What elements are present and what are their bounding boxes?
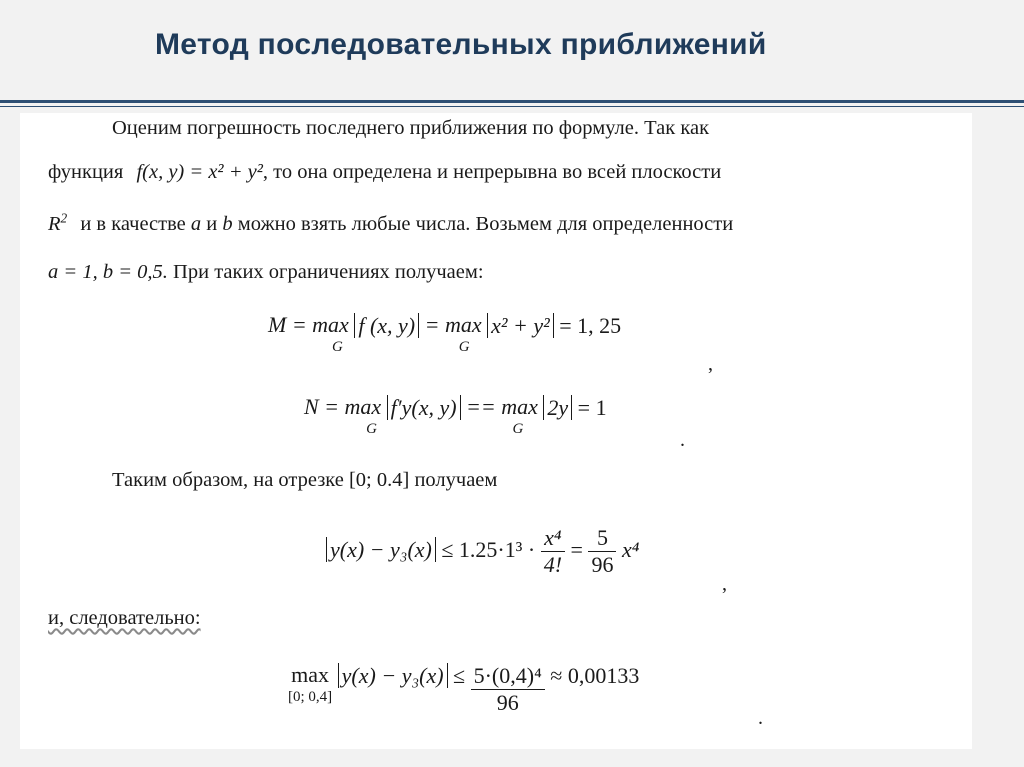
line2-prefix: функция <box>48 161 124 183</box>
paragraph-line-2 <box>48 161 721 184</box>
formula-M-max-2: = max G <box>424 312 482 356</box>
formula-error <box>326 525 639 579</box>
slide-title: Метод последовательных приближений <box>155 28 767 61</box>
line4-text: При таких ограничениях получаем: <box>173 261 484 283</box>
formula-final-rhs: ≈ 0,00133 <box>550 663 640 688</box>
var-a: a <box>190 213 202 235</box>
formula-N-period: . <box>680 429 685 451</box>
formula-N-abs-1: f′y(x, y) <box>387 395 461 420</box>
line3-text-2: можно взять любые числа. Возьмем для определенности <box>237 213 734 235</box>
formula-N-max-2: == max G <box>466 394 538 438</box>
formula-M-abs-1: f (x, y) <box>354 313 419 338</box>
plane-symbol: $R^2$ <box>48 210 68 235</box>
formula-M-comma: , <box>708 353 713 375</box>
var-b: b <box>222 213 233 235</box>
paragraph-line-3 <box>48 210 734 236</box>
formula-error-abs: y(x) − y₃(x) <box>326 537 436 562</box>
formula-error-frac-1: $\frac{\text{x⁴}}{4!}$ <box>541 525 565 579</box>
formula-N <box>304 395 607 438</box>
paragraph-line-4 <box>48 261 484 284</box>
formula-final-le: ≤ <box>453 663 466 688</box>
line2-suffix: , то она определена и непрерывна во всей плоскости <box>262 161 722 183</box>
formula-error-tail: x⁴ <box>621 536 640 562</box>
params-formula: a = 1, b = 0,5. <box>48 261 168 283</box>
formula-N-rhs: = 1 <box>577 395 607 420</box>
formula-error-eq: = <box>570 536 583 562</box>
paragraph-line-1: Оценим погрешность последнего приближения по формуле. Так как <box>112 117 710 139</box>
formula-final-frac: $\frac{\text{5·(0,4)⁴}}{96}$ <box>471 663 545 717</box>
formula-error-comma: , <box>722 573 727 595</box>
line3-text-1: и в качестве <box>80 213 186 235</box>
formula-N-abs-2: 2y <box>543 395 572 420</box>
formula-final-period: . <box>758 707 763 729</box>
formula-M-abs-2: x² + y² <box>487 313 554 338</box>
formula-N-max: N = max G <box>304 394 382 438</box>
paragraph-3: и, следовательно: <box>48 607 201 629</box>
line3-and: и <box>206 213 218 235</box>
formula-final <box>288 663 639 717</box>
formula-M <box>268 313 621 356</box>
formula-final-abs: y(x) − y₃(x) <box>338 663 448 688</box>
formula-final-max: max [0; 0,4] <box>288 662 333 706</box>
title-rule-thick <box>0 100 1024 103</box>
formula-error-mid: ≤ 1.25·1³ · <box>441 536 536 562</box>
function-formula: f(x, y) = x² + y² <box>136 161 263 183</box>
paragraph-2: Таким образом, на отрезке [0; 0.4] получаем <box>112 469 498 491</box>
document-image <box>20 113 972 749</box>
formula-error-frac-2: $\frac{5}{96}$ <box>588 525 616 579</box>
formula-M-max: M = max G <box>268 312 349 356</box>
title-rule-thin <box>0 106 1024 107</box>
formula-M-rhs: = 1, 25 <box>559 313 622 338</box>
